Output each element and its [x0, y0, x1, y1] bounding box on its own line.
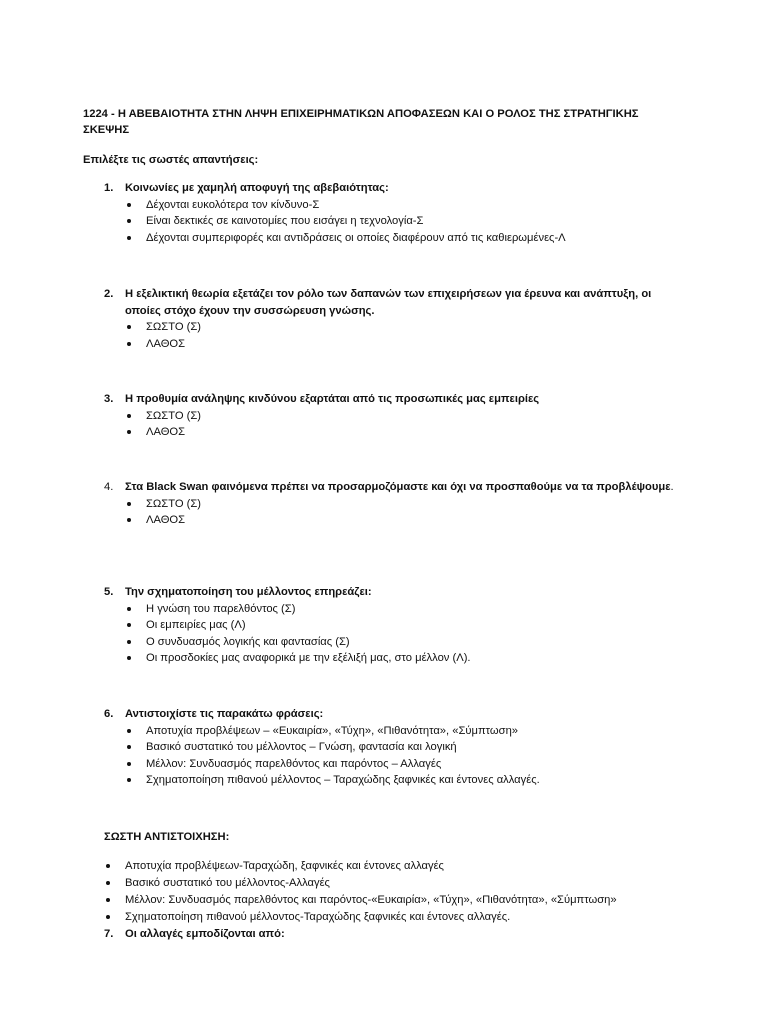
question-number: 5.: [104, 586, 114, 598]
answer-item: Βασικό συστατικό του μέλλοντος-Αλλαγές: [104, 875, 704, 892]
question-number: 6.: [104, 708, 114, 720]
question-number: 4.: [104, 481, 114, 493]
question-text-suffix: .: [670, 481, 674, 493]
option-item: Οι προσδοκίες μας αναφορικά με την εξέλιξή μας, στο μέλλον (Λ).: [125, 650, 684, 667]
question-5: [104, 584, 684, 667]
question-2: [104, 286, 684, 352]
question-number: 3.: [104, 393, 114, 405]
question-text: Η εξελικτική θεωρία εξετάζει τον ρόλο των δαπανών των επιχειρήσεων για έρευνα και ανάπτυξη, οι οποίες στόχο έχουν την συσσώρευση γνώσης.: [125, 288, 652, 317]
option-item: Σχηματοποίηση πιθανού μέλλοντος – Ταραχώδης ξαφνικές και έντονες αλλαγές.: [125, 772, 684, 789]
option-item: ΣΩΣΤΟ (Σ): [125, 408, 684, 425]
option-item: Μέλλον: Συνδυασμός παρελθόντος και παρόντος – Αλλαγές: [125, 756, 684, 773]
answer-heading: ΣΩΣΤΗ ΑΝΤΙΣΤΟΙΧΗΣΗ:: [104, 831, 230, 843]
question-number: 7.: [104, 928, 114, 940]
option-item: Ο συνδυασμός λογικής και φαντασίας (Σ): [125, 634, 684, 651]
question-text: Την σχηματοποίηση του μέλλοντος επηρεάζει:: [125, 586, 372, 598]
option-item: Βασικό συστατικό του μέλλοντος – Γνώση, φαντασία και λογική: [125, 739, 684, 756]
option-item: ΣΩΣΤΟ (Σ): [125, 319, 684, 336]
question-6: [104, 706, 684, 789]
option-list: [104, 319, 684, 352]
question-4: [104, 479, 684, 529]
answer-item: Σχηματοποίηση πιθανού μέλλοντος-Ταραχώδης ξαφνικές και έντονες αλλαγές.: [104, 909, 704, 926]
option-list: [104, 601, 684, 667]
option-list: [104, 197, 684, 247]
option-list: [104, 723, 684, 789]
option-item: ΣΩΣΤΟ (Σ): [125, 496, 684, 513]
question-text: Αντιστοιχίστε τις παρακάτω φράσεις:: [125, 708, 324, 720]
question-number: 2.: [104, 288, 114, 300]
option-item: Είναι δεκτικές σε καινοτομίες που εισάγει η τεχνολογία-Σ: [125, 213, 684, 230]
option-item: Οι εμπειρίες μας (Λ): [125, 617, 684, 634]
question-text: Οι αλλαγές εμποδίζονται από:: [125, 928, 285, 940]
option-item: ΛΑΘΟΣ: [125, 512, 684, 529]
question-7: [104, 926, 285, 943]
document-title: 1224 - Η ΑΒΕΒΑΙΟΤΗΤΑ ΣΤΗΝ ΛΗΨΗ ΕΠΙΧΕΙΡΗΜΑΤΙΚΩΝ ΑΠΟΦΑΣΕΩΝ ΚΑΙ Ο ΡΟΛΟΣ ΤΗΣ ΣΤΡΑΤΗΓΙΚΗΣ ΣΚΕΨΗΣ: [83, 108, 639, 136]
option-item: ΛΑΘΟΣ: [125, 424, 684, 441]
option-item: Δέχονται ευκολότερα τον κίνδυνο-Σ: [125, 197, 684, 214]
option-item: Αποτυχία προβλέψεων – «Ευκαιρία», «Τύχη», «Πιθανότητα», «Σύμπτωση»: [125, 723, 684, 740]
question-text: Η προθυμία ανάληψης κινδύνου εξαρτάται από τις προσωπικές μας εμπειρίες: [125, 393, 540, 405]
answer-item: Μέλλον: Συνδυασμός παρελθόντος και παρόντος-«Ευκαιρία», «Τύχη», «Πιθανότητα», «Σύμπτωση»: [104, 892, 704, 909]
question-number: 1.: [104, 182, 114, 194]
option-list: [104, 496, 684, 529]
answer-item: Αποτυχία προβλέψεων-Ταραχώδη, ξαφνικές και έντονες αλλαγές: [104, 858, 704, 875]
question-text: Κοινωνίες με χαμηλή αποφυγή της αβεβαιότητας:: [125, 182, 389, 194]
instructions: Επιλέξτε τις σωστές απαντήσεις:: [83, 154, 259, 166]
option-list: [104, 408, 684, 441]
answer-list: [104, 858, 704, 926]
question-1: [104, 180, 684, 246]
question-text: [125, 479, 684, 496]
question-text-main: Στα Black Swan φαινόμενα πρέπει να προσαρμοζόμαστε και όχι να προσπαθούμε να τα προβλέψουμε: [125, 481, 671, 493]
option-item: Η γνώση του παρελθόντος (Σ): [125, 601, 684, 618]
option-item: ΛΑΘΟΣ: [125, 336, 684, 353]
option-item: Δέχονται συμπεριφορές και αντιδράσεις οι οποίες διαφέρουν από τις καθιερωμένες-Λ: [125, 230, 684, 247]
question-3: [104, 391, 684, 441]
